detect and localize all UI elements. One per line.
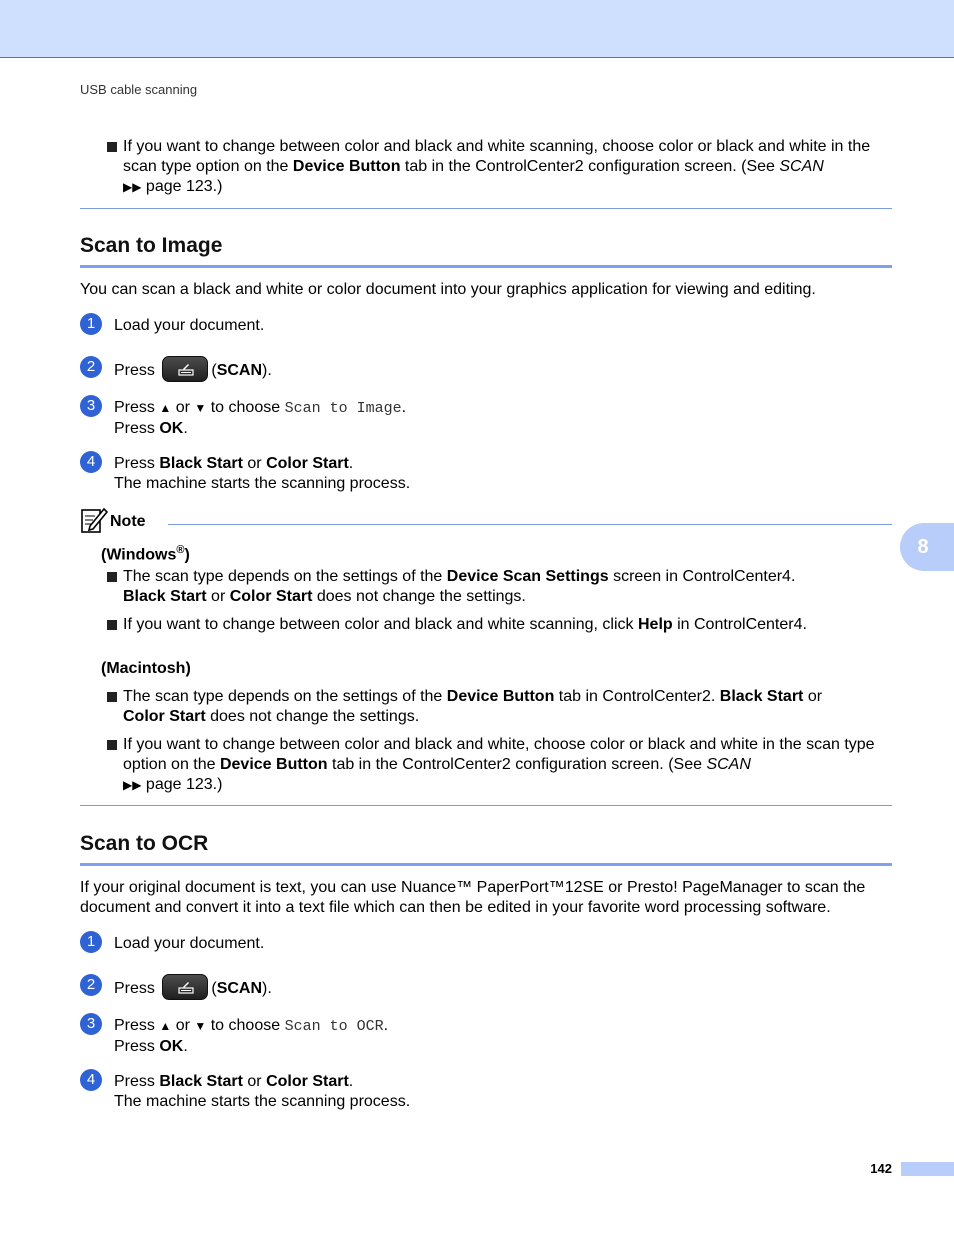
double-arrow-icon: ▶▶ [123, 180, 142, 194]
step-number-badge: 3 [80, 1013, 102, 1035]
page-number-bar [901, 1162, 954, 1176]
section-divider [80, 208, 892, 209]
windows-bullet-2: If you want to change between color and black and white scanning, click Help in ControlCenter4. [123, 616, 807, 633]
step-text: Press (SCAN). [114, 976, 874, 1002]
intro-bullet-text: If you want to change between color and black and white scanning, choose color or black and white in the scan type option on the Device Button tab in the ControlCenter2 configuration screen. (See SCAN ▶▶ page 123.) [123, 138, 871, 195]
step-text: Load your document. [114, 935, 265, 952]
up-arrow-icon: ▲ [159, 1019, 172, 1033]
step-number-badge: 3 [80, 395, 102, 417]
step-text: Press ▲ or ▼ to choose Scan to OCR. Press OK. [114, 1017, 389, 1055]
bullet-square [107, 692, 117, 702]
section-title-rule [80, 863, 892, 866]
chapter-tab[interactable]: 8 [900, 523, 954, 571]
section-title-scan-to-ocr: Scan to OCR [80, 832, 209, 855]
step-number-badge: 1 [80, 931, 102, 953]
down-arrow-icon: ▼ [194, 1019, 207, 1033]
mac-bullet-2: If you want to change between color and black and white, choose color or black and white in the scan type option on the Device Button tab in the ControlCenter2 configuration screen. (See SCAN ▶▶ page 123.) [123, 736, 875, 793]
bullet-square [107, 142, 117, 152]
note-end-rule [80, 805, 892, 806]
note-pencil-icon [80, 506, 108, 534]
step-number-badge: 2 [80, 974, 102, 996]
step-text: Press Black Start or Color Start. The machine starts the scanning process. [114, 455, 411, 492]
macintosh-heading: (Macintosh) [101, 660, 191, 677]
step-text: Load your document. [114, 317, 265, 334]
section-intro: You can scan a black and white or color document into your graphics application for viewing and editing. [80, 281, 816, 298]
bullet-square [107, 740, 117, 750]
bullet-square [107, 620, 117, 630]
step-text: Press ▲ or ▼ to choose Scan to Image. Press OK. [114, 399, 407, 437]
scan-link[interactable]: SCAN [706, 756, 751, 773]
windows-bullet-1: The scan type depends on the settings of the Device Scan Settings screen in ControlCenter4. Black Start or Color Start does not change the settings. [123, 568, 796, 605]
step-text: Press Black Start or Color Start. The machine starts the scanning process. [114, 1073, 411, 1110]
section-intro: If your original document is text, you can use Nuance™ PaperPort™12SE or Presto! PageManager to scan the document and convert it into a text file which can then be edited in your favorite word processing software. [80, 879, 866, 916]
step-number-badge: 2 [80, 356, 102, 378]
lcd-option: Scan to OCR [284, 1018, 384, 1035]
down-arrow-icon: ▼ [194, 401, 207, 415]
up-arrow-icon: ▲ [159, 401, 172, 415]
scan-button-icon [162, 974, 208, 1000]
note-rule [168, 524, 892, 525]
step-number-badge: 4 [80, 451, 102, 473]
step-number-badge: 1 [80, 313, 102, 335]
lcd-option: Scan to Image [284, 400, 402, 417]
page-number: 142 [870, 1161, 892, 1176]
top-header-band [0, 0, 954, 58]
note-label: Note [110, 513, 146, 530]
mac-bullet-1: The scan type depends on the settings of the Device Button tab in ControlCenter2. Black Start or Color Start does not change the settings. [123, 688, 823, 725]
section-title-scan-to-image: Scan to Image [80, 234, 223, 257]
step-text: Press (SCAN). [114, 358, 874, 384]
section-title-rule [80, 265, 892, 268]
device-button-label: Device Button [292, 158, 401, 175]
running-header: USB cable scanning [80, 82, 198, 97]
scan-link[interactable]: SCAN [779, 158, 824, 175]
scan-button-icon [162, 356, 208, 382]
step-number-badge: 4 [80, 1069, 102, 1091]
bullet-square [107, 572, 117, 582]
windows-heading: (Windows®) [101, 544, 190, 564]
double-arrow-icon: ▶▶ [123, 778, 142, 792]
